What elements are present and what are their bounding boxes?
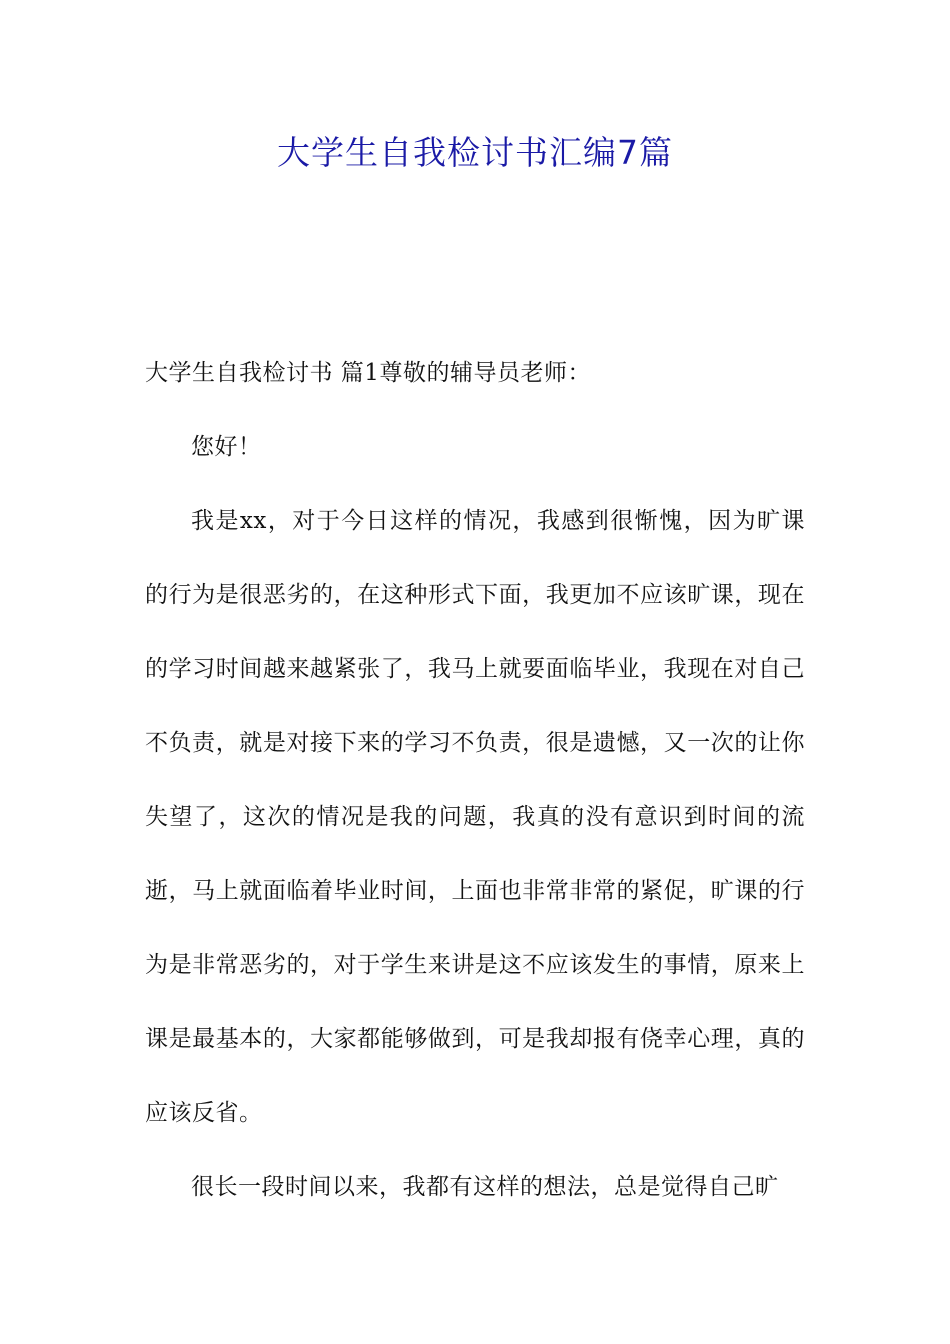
body-paragraph: 很长一段时间以来，我都有这样的想法，总是觉得自己旷	[191, 1174, 779, 1200]
greeting-paragraph: 您好！	[191, 434, 262, 460]
document-title: 大学生自我检讨书汇编7篇	[277, 133, 673, 172]
salutation-line: 大学生自我检讨书 篇1尊敬的辅导员老师：	[145, 360, 591, 386]
document-body	[145, 336, 805, 1224]
body-paragraph: 我是xx，对于今日这样的情况，我感到很惭愧，因为旷课的行为是很恶劣的，在这种形式下面，我更加不应该旷课，现在的学习时间越来越紧张了，我马上就要面临毕业，我现在对自己不负责，就是对接下来的学习不负责，很是遗憾，又一次的让你失望了，这次的情况是我的问题，我真的没有意识到时间的流逝，马上就面临着毕业时间，上面也非常非常的紧促，旷课的行为是非常恶劣的，对于学生来讲是这不应该发生的事情，原来上课是最基本的，大家都能够做到，可是我却报有侥幸心理，真的应该反省。	[145, 508, 805, 1126]
